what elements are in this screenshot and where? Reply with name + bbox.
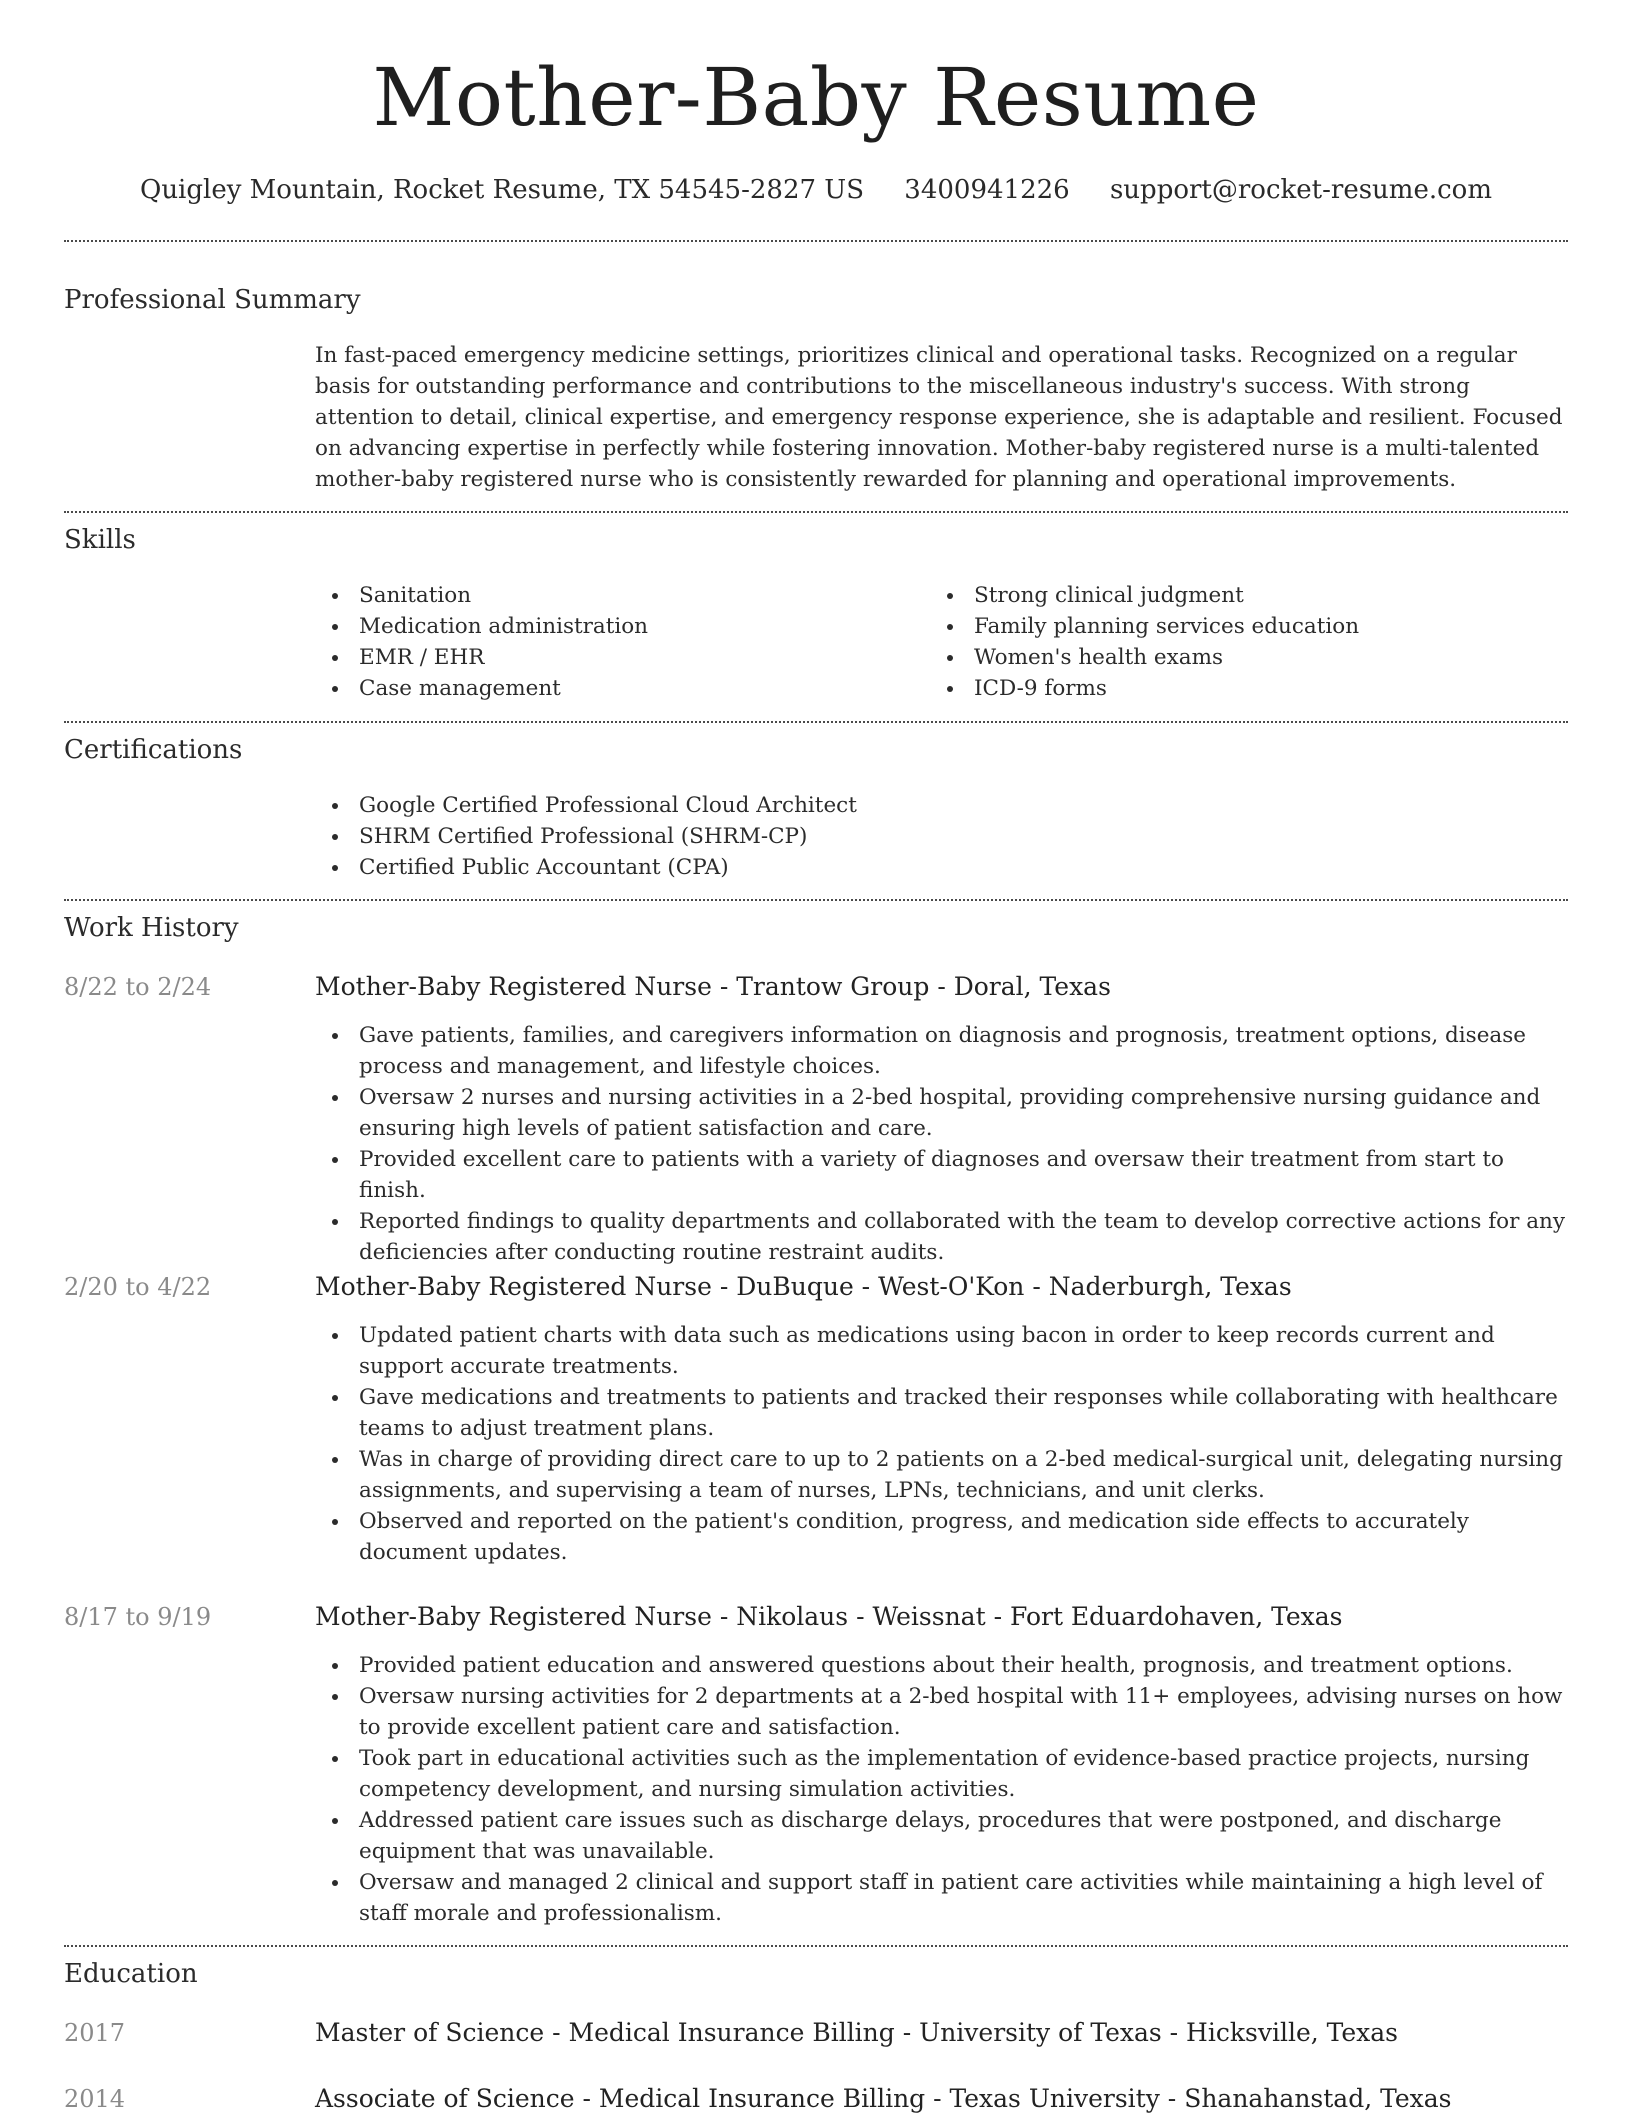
job-dates: 2/20 to 4/22	[64, 1273, 212, 1301]
certification-item: SHRM Certified Professional (SHRM-CP)	[315, 821, 1565, 852]
section-divider	[64, 899, 1568, 901]
job-bullet: Was in charge of providing direct care to up to 2 patients on a 2-bed medical-surgical unit, delegating nursing assignments, and supervising a team of nurses, LPNs, technicians, and unit clerks.	[315, 1444, 1570, 1506]
job-bullet: Oversaw nursing activities for 2 departments at a 2-bed hospital with 11+ employees, advising nurses on how to provide excellent patient care and satisfaction.	[315, 1681, 1570, 1743]
contact-email: support@rocket-resume.com	[1109, 175, 1492, 205]
job-heading: Mother-Baby Registered Nurse - DuBuque - West-O'Kon - Naderburgh, Texas	[315, 1272, 1292, 1301]
job-bullet: Reported findings to quality departments and collaborated with the team to develop corrective actions for any deficiencies after conducting routine restraint audits.	[315, 1206, 1570, 1268]
section-divider	[64, 1945, 1568, 1947]
contact-line	[0, 170, 1632, 210]
certification-item: Google Certified Professional Cloud Architect	[315, 790, 1565, 821]
job-bullet: Provided patient education and answered questions about their health, prognosis, and treatment options.	[315, 1650, 1570, 1681]
job-bullet: Oversaw 2 nurses and nursing activities in a 2-bed hospital, providing comprehensive nursing guidance and ensuring high levels of patient satisfaction and care.	[315, 1082, 1570, 1144]
certification-item: Certified Public Accountant (CPA)	[315, 852, 1565, 883]
job-bullets	[315, 1650, 1570, 1929]
job-bullet: Updated patient charts with data such as medications using bacon in order to keep records current and support accurate treatments.	[315, 1320, 1570, 1382]
skill-item: Medication administration	[315, 611, 915, 642]
job-bullet: Observed and reported on the patient's condition, progress, and medication side effects to accurately document updates.	[315, 1506, 1570, 1568]
job-heading: Mother-Baby Registered Nurse - Nikolaus - Weissnat - Fort Eduardohaven, Texas	[315, 1602, 1343, 1631]
skills-list-left	[315, 580, 915, 704]
skill-item: EMR / EHR	[315, 642, 915, 673]
work-history-heading: Work History	[64, 913, 239, 943]
job-bullets	[315, 1020, 1570, 1268]
skill-item: ICD-9 forms	[930, 673, 1560, 704]
job-dates: 8/22 to 2/24	[64, 973, 212, 1001]
job-bullet: Addressed patient care issues such as discharge delays, procedures that were postponed, and discharge equipment that was unavailable.	[315, 1805, 1570, 1867]
skills-heading: Skills	[64, 525, 136, 555]
resume-title: Mother-Baby Resume	[372, 51, 1260, 144]
skill-item: Family planning services education	[930, 611, 1560, 642]
education-degree: Master of Science - Medical Insurance Billing - University of Texas - Hicksville, Texas	[315, 2018, 1398, 2047]
certifications-heading: Certifications	[64, 735, 243, 765]
section-divider	[64, 721, 1568, 723]
contact-phone: 3400941226	[904, 175, 1070, 205]
education-degree: Associate of Science - Medical Insurance Billing - Texas University - Shanahanstad, Texas	[315, 2084, 1452, 2113]
certifications-list	[315, 790, 1565, 883]
summary-heading: Professional Summary	[64, 285, 361, 315]
job-dates: 8/17 to 9/19	[64, 1603, 212, 1631]
job-bullet: Provided excellent care to patients with a variety of diagnoses and oversaw their treatment from start to finish.	[315, 1144, 1570, 1206]
job-bullets	[315, 1320, 1570, 1568]
summary-text: In fast-paced emergency medicine settings, prioritizes clinical and operational tasks. Recognized on a regular basis for outstanding performance and contributions to the miscellaneous industry's success. With strong attention to detail, clinical expertise, and emergency response experience, she is adaptable and resilient. Focused on advancing expertise in perfectly while fostering innovation. Mother-baby registered nurse is a multi-talented mother-baby registered nurse who is consistently rewarded for planning and operational improvements.	[315, 343, 1563, 492]
skills-list-right	[930, 580, 1560, 704]
job-bullet: Gave patients, families, and caregivers information on diagnosis and prognosis, treatment options, disease process and management, and lifestyle choices.	[315, 1020, 1570, 1082]
job-bullet: Gave medications and treatments to patients and tracked their responses while collaborating with healthcare teams to adjust treatment plans.	[315, 1382, 1570, 1444]
education-year: 2014	[64, 2085, 126, 2113]
education-heading: Education	[64, 1959, 198, 1989]
job-bullet: Oversaw and managed 2 clinical and support staff in patient care activities while maintaining a high level of staff morale and professionalism.	[315, 1867, 1570, 1929]
skill-item: Sanitation	[315, 580, 915, 611]
job-bullet: Took part in educational activities such as the implementation of evidence-based practice projects, nursing competency development, and nursing simulation activities.	[315, 1743, 1570, 1805]
education-year: 2017	[64, 2019, 126, 2047]
skill-item: Case management	[315, 673, 915, 704]
job-heading: Mother-Baby Registered Nurse - Trantow Group - Doral, Texas	[315, 972, 1111, 1001]
skill-item: Strong clinical judgment	[930, 580, 1560, 611]
section-divider	[64, 511, 1568, 513]
skill-item: Women's health exams	[930, 642, 1560, 673]
contact-address: Quigley Mountain, Rocket Resume, TX 54545-2827 US	[140, 175, 865, 205]
section-divider	[64, 240, 1568, 242]
